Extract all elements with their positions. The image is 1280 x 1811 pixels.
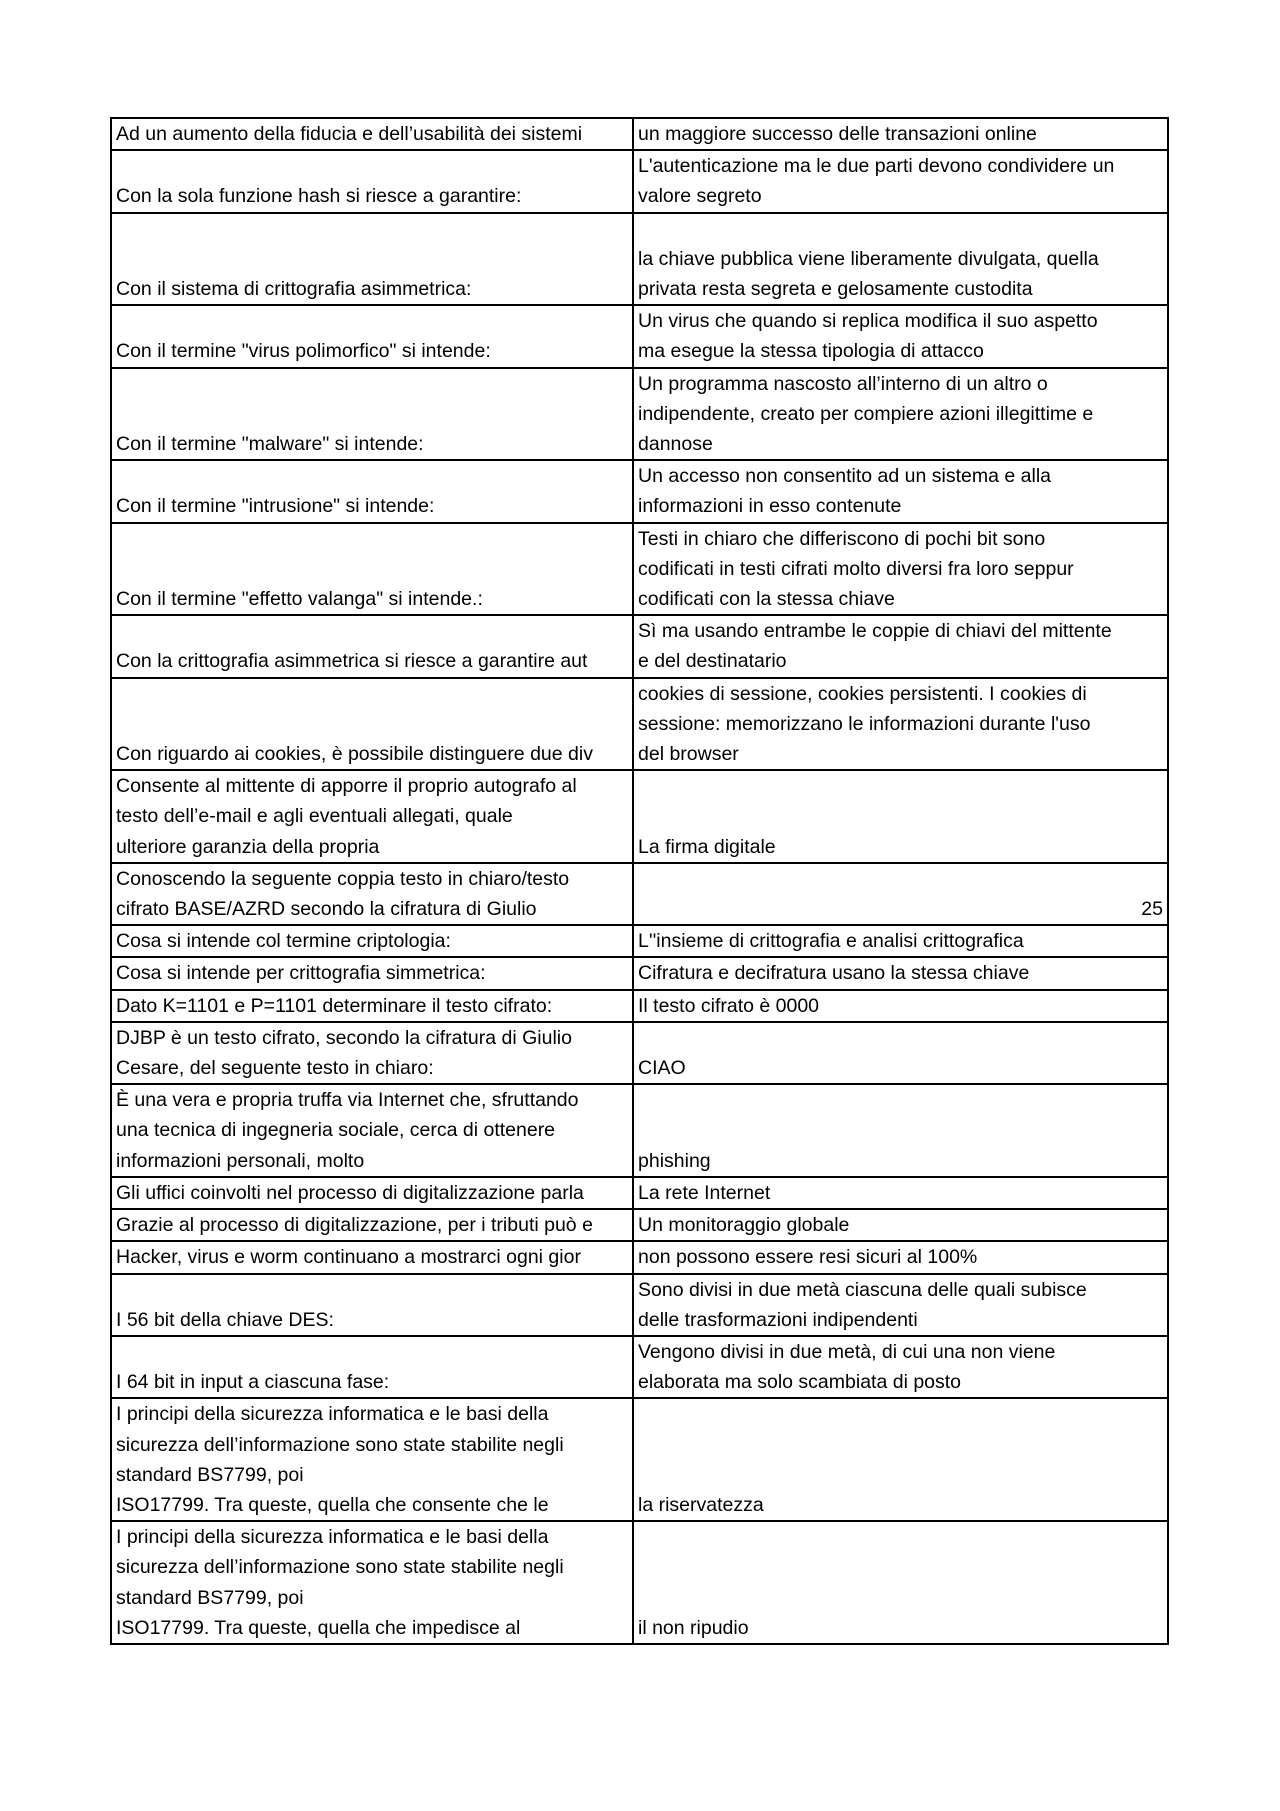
answer-text: Sì ma usando entrambe le coppie di chiavi del mittente e del destinatario xyxy=(638,620,1112,673)
question-cell[interactable] xyxy=(111,615,633,677)
question-cell[interactable] xyxy=(111,863,633,925)
table-row xyxy=(111,523,1168,616)
table-row xyxy=(111,1398,1168,1521)
answer-cell[interactable] xyxy=(633,925,1168,957)
answer-text: L'autenticazione ma le due parti devono condividere un valore segreto xyxy=(638,155,1115,208)
question-text: Cosa si intende per crittografia simmetrica: xyxy=(116,962,486,985)
answer-cell[interactable] xyxy=(633,770,1168,863)
answer-text: Vengono divisi in due metà, di cui una non viene elaborata ma solo scambiata di posto xyxy=(638,1340,1056,1394)
answer-text: Testi in chiaro che differiscono di pochi bit sono codificati in testi cifrati molto diversi fra loro seppur codificati con la stessa chiave xyxy=(638,527,1074,611)
table-row xyxy=(111,615,1168,677)
question-text: Grazie al processo di digitalizzazione, per i tributi può e xyxy=(116,1214,593,1237)
table-row xyxy=(111,213,1168,306)
question-cell[interactable] xyxy=(111,1241,633,1273)
question-text: I principi della sicurezza informatica e le basi della sicurezza dell’informazione sono state stabilite negli standard BS7799, poi ISO17799. Tra queste, quella che impedisce al xyxy=(116,1526,564,1639)
answer-cell[interactable] xyxy=(633,1241,1168,1273)
answer-cell[interactable] xyxy=(633,1398,1168,1521)
answer-cell[interactable] xyxy=(633,150,1168,212)
answer-cell[interactable] xyxy=(633,990,1168,1022)
table-row xyxy=(111,1084,1168,1177)
answer-text: la chiave pubblica viene liberamente divulgata, quella privata resta segreta e gelosamente custodita xyxy=(638,247,1099,300)
question-cell[interactable] xyxy=(111,1084,633,1177)
qa-table xyxy=(110,117,1169,1645)
answer-text: Un accesso non consentito ad un sistema e alla informazioni in esso contenute xyxy=(638,465,1051,518)
answer-cell[interactable] xyxy=(633,118,1168,150)
question-cell[interactable] xyxy=(111,460,633,522)
question-cell[interactable] xyxy=(111,213,633,306)
table-row xyxy=(111,863,1168,925)
question-cell[interactable] xyxy=(111,523,633,616)
question-text: Con riguardo ai cookies, è possibile distinguere due div xyxy=(116,743,593,766)
answer-text: il non ripudio xyxy=(638,1616,749,1639)
table-row xyxy=(111,990,1168,1022)
answer-text: Il testo cifrato è 0000 xyxy=(638,994,820,1017)
table-row xyxy=(111,957,1168,989)
answer-cell[interactable] xyxy=(633,957,1168,989)
question-text: Gli uffici coinvolti nel processo di digitalizzazione parla xyxy=(116,1181,584,1204)
question-cell[interactable] xyxy=(111,368,633,461)
question-text: Ad un aumento della fiducia e dell’usabilità dei sistemi xyxy=(116,123,583,145)
answer-cell[interactable] xyxy=(633,615,1168,677)
table-row xyxy=(111,1177,1168,1209)
table-row xyxy=(111,1521,1168,1644)
question-cell[interactable] xyxy=(111,678,633,771)
answer-text: CIAO xyxy=(638,1057,686,1080)
question-text: Conoscendo la seguente coppia testo in chiaro/testo cifrato BASE/AZRD secondo la cifratura di Giulio xyxy=(116,867,570,921)
answer-text: cookies di sessione, cookies persistenti. I cookies di sessione: memorizzano le informazioni durante l'uso del browser xyxy=(638,682,1091,766)
answer-text: Cifratura e decifratura usano la stessa chiave xyxy=(638,962,1030,985)
table-row xyxy=(111,1241,1168,1273)
answer-text: phishing xyxy=(638,1149,711,1172)
table-row xyxy=(111,118,1168,150)
answer-cell[interactable] xyxy=(633,863,1168,925)
table-row xyxy=(111,368,1168,461)
question-text: I 56 bit della chiave DES: xyxy=(116,1308,334,1331)
table-row xyxy=(111,1209,1168,1241)
answer-text: L''insieme di crittografia e analisi crittografica xyxy=(638,930,1024,953)
question-cell[interactable] xyxy=(111,770,633,863)
question-text: È una vera e propria truffa via Internet che, sfruttando una tecnica di ingegneria sociale, cerca di ottenere informazioni personali, molto xyxy=(116,1089,579,1172)
question-text: Con la crittografia asimmetrica si riesce a garantire aut xyxy=(116,650,588,673)
question-cell[interactable] xyxy=(111,118,633,150)
answer-text: la riservatezza xyxy=(638,1493,764,1516)
question-text: I principi della sicurezza informatica e le basi della sicurezza dell’informazione sono state stabilite negli standard BS7799, poi ISO17799. Tra queste, quella che consente che le xyxy=(116,1403,564,1516)
answer-text: La rete Internet xyxy=(638,1181,771,1204)
answer-cell[interactable] xyxy=(633,305,1168,367)
table-row xyxy=(111,1336,1168,1398)
question-text: Con il termine "virus polimorfico" si intende: xyxy=(116,340,491,363)
answer-cell[interactable] xyxy=(633,460,1168,522)
table-row xyxy=(111,770,1168,863)
question-cell[interactable] xyxy=(111,990,633,1022)
answer-cell[interactable] xyxy=(633,1521,1168,1644)
question-cell[interactable] xyxy=(111,1177,633,1209)
table-row xyxy=(111,305,1168,367)
answer-cell[interactable] xyxy=(633,213,1168,306)
question-text: Dato K=1101 e P=1101 determinare il testo cifrato: xyxy=(116,994,553,1017)
answer-cell[interactable] xyxy=(633,1022,1168,1084)
question-text: Consente al mittente di apporre il proprio autografo al testo dell’e-mail e agli eventuali allegati, quale ulteriore garanzia della propria xyxy=(116,775,577,858)
question-cell[interactable] xyxy=(111,1209,633,1241)
answer-cell[interactable] xyxy=(633,1209,1168,1241)
answer-cell[interactable] xyxy=(633,368,1168,461)
table-row xyxy=(111,1022,1168,1084)
answer-text: non possono essere resi sicuri al 100% xyxy=(638,1246,978,1269)
qa-table-body xyxy=(111,118,1168,1644)
question-text: Con il sistema di crittografia asimmetrica: xyxy=(116,278,472,300)
answer-cell[interactable] xyxy=(633,1084,1168,1177)
question-cell[interactable] xyxy=(111,957,633,989)
question-cell[interactable] xyxy=(111,1521,633,1644)
table-row xyxy=(111,460,1168,522)
answer-cell[interactable] xyxy=(633,1336,1168,1398)
answer-text: 25 xyxy=(1141,898,1163,921)
table-row xyxy=(111,678,1168,771)
answer-cell[interactable] xyxy=(633,1274,1168,1336)
answer-text: Un virus che quando si replica modifica il suo aspetto ma esegue la stessa tipologia di attacco xyxy=(638,310,1098,363)
question-cell[interactable] xyxy=(111,1274,633,1336)
question-text: Con il termine "intrusione" si intende: xyxy=(116,495,435,518)
answer-text: un maggiore successo delle transazioni online xyxy=(638,123,1037,145)
question-cell[interactable] xyxy=(111,1398,633,1521)
table-row xyxy=(111,150,1168,212)
question-text: DJBP è un testo cifrato, secondo la cifratura di Giulio Cesare, del seguente testo in chiaro: xyxy=(116,1026,572,1080)
table-row xyxy=(111,925,1168,957)
answer-cell[interactable] xyxy=(633,1177,1168,1209)
answer-cell[interactable] xyxy=(633,523,1168,616)
question-cell[interactable] xyxy=(111,305,633,367)
question-text: I 64 bit in input a ciascuna fase: xyxy=(116,1371,390,1394)
answer-cell[interactable] xyxy=(633,678,1168,771)
answer-text: Un monitoraggio globale xyxy=(638,1214,850,1237)
question-cell[interactable] xyxy=(111,925,633,957)
question-text: Con il termine "effetto valanga" si intende.: xyxy=(116,588,483,611)
question-text: Hacker, virus e worm continuano a mostrarci ogni gior xyxy=(116,1246,581,1269)
question-text: Con il termine "malware" si intende: xyxy=(116,433,424,456)
table-row xyxy=(111,1274,1168,1336)
question-cell[interactable] xyxy=(111,1022,633,1084)
question-cell[interactable] xyxy=(111,1336,633,1398)
answer-text: La firma digitale xyxy=(638,835,776,858)
question-text: Cosa si intende col termine criptologia: xyxy=(116,930,451,953)
question-cell[interactable] xyxy=(111,150,633,212)
question-text: Con la sola funzione hash si riesce a garantire: xyxy=(116,185,522,208)
answer-text: Un programma nascosto all’interno di un altro o indipendente, creato per compiere azioni illegittime e dannose xyxy=(638,372,1094,456)
answer-text: Sono divisi in due metà ciascuna delle quali subisce delle trasformazioni indipendenti xyxy=(638,1278,1087,1331)
